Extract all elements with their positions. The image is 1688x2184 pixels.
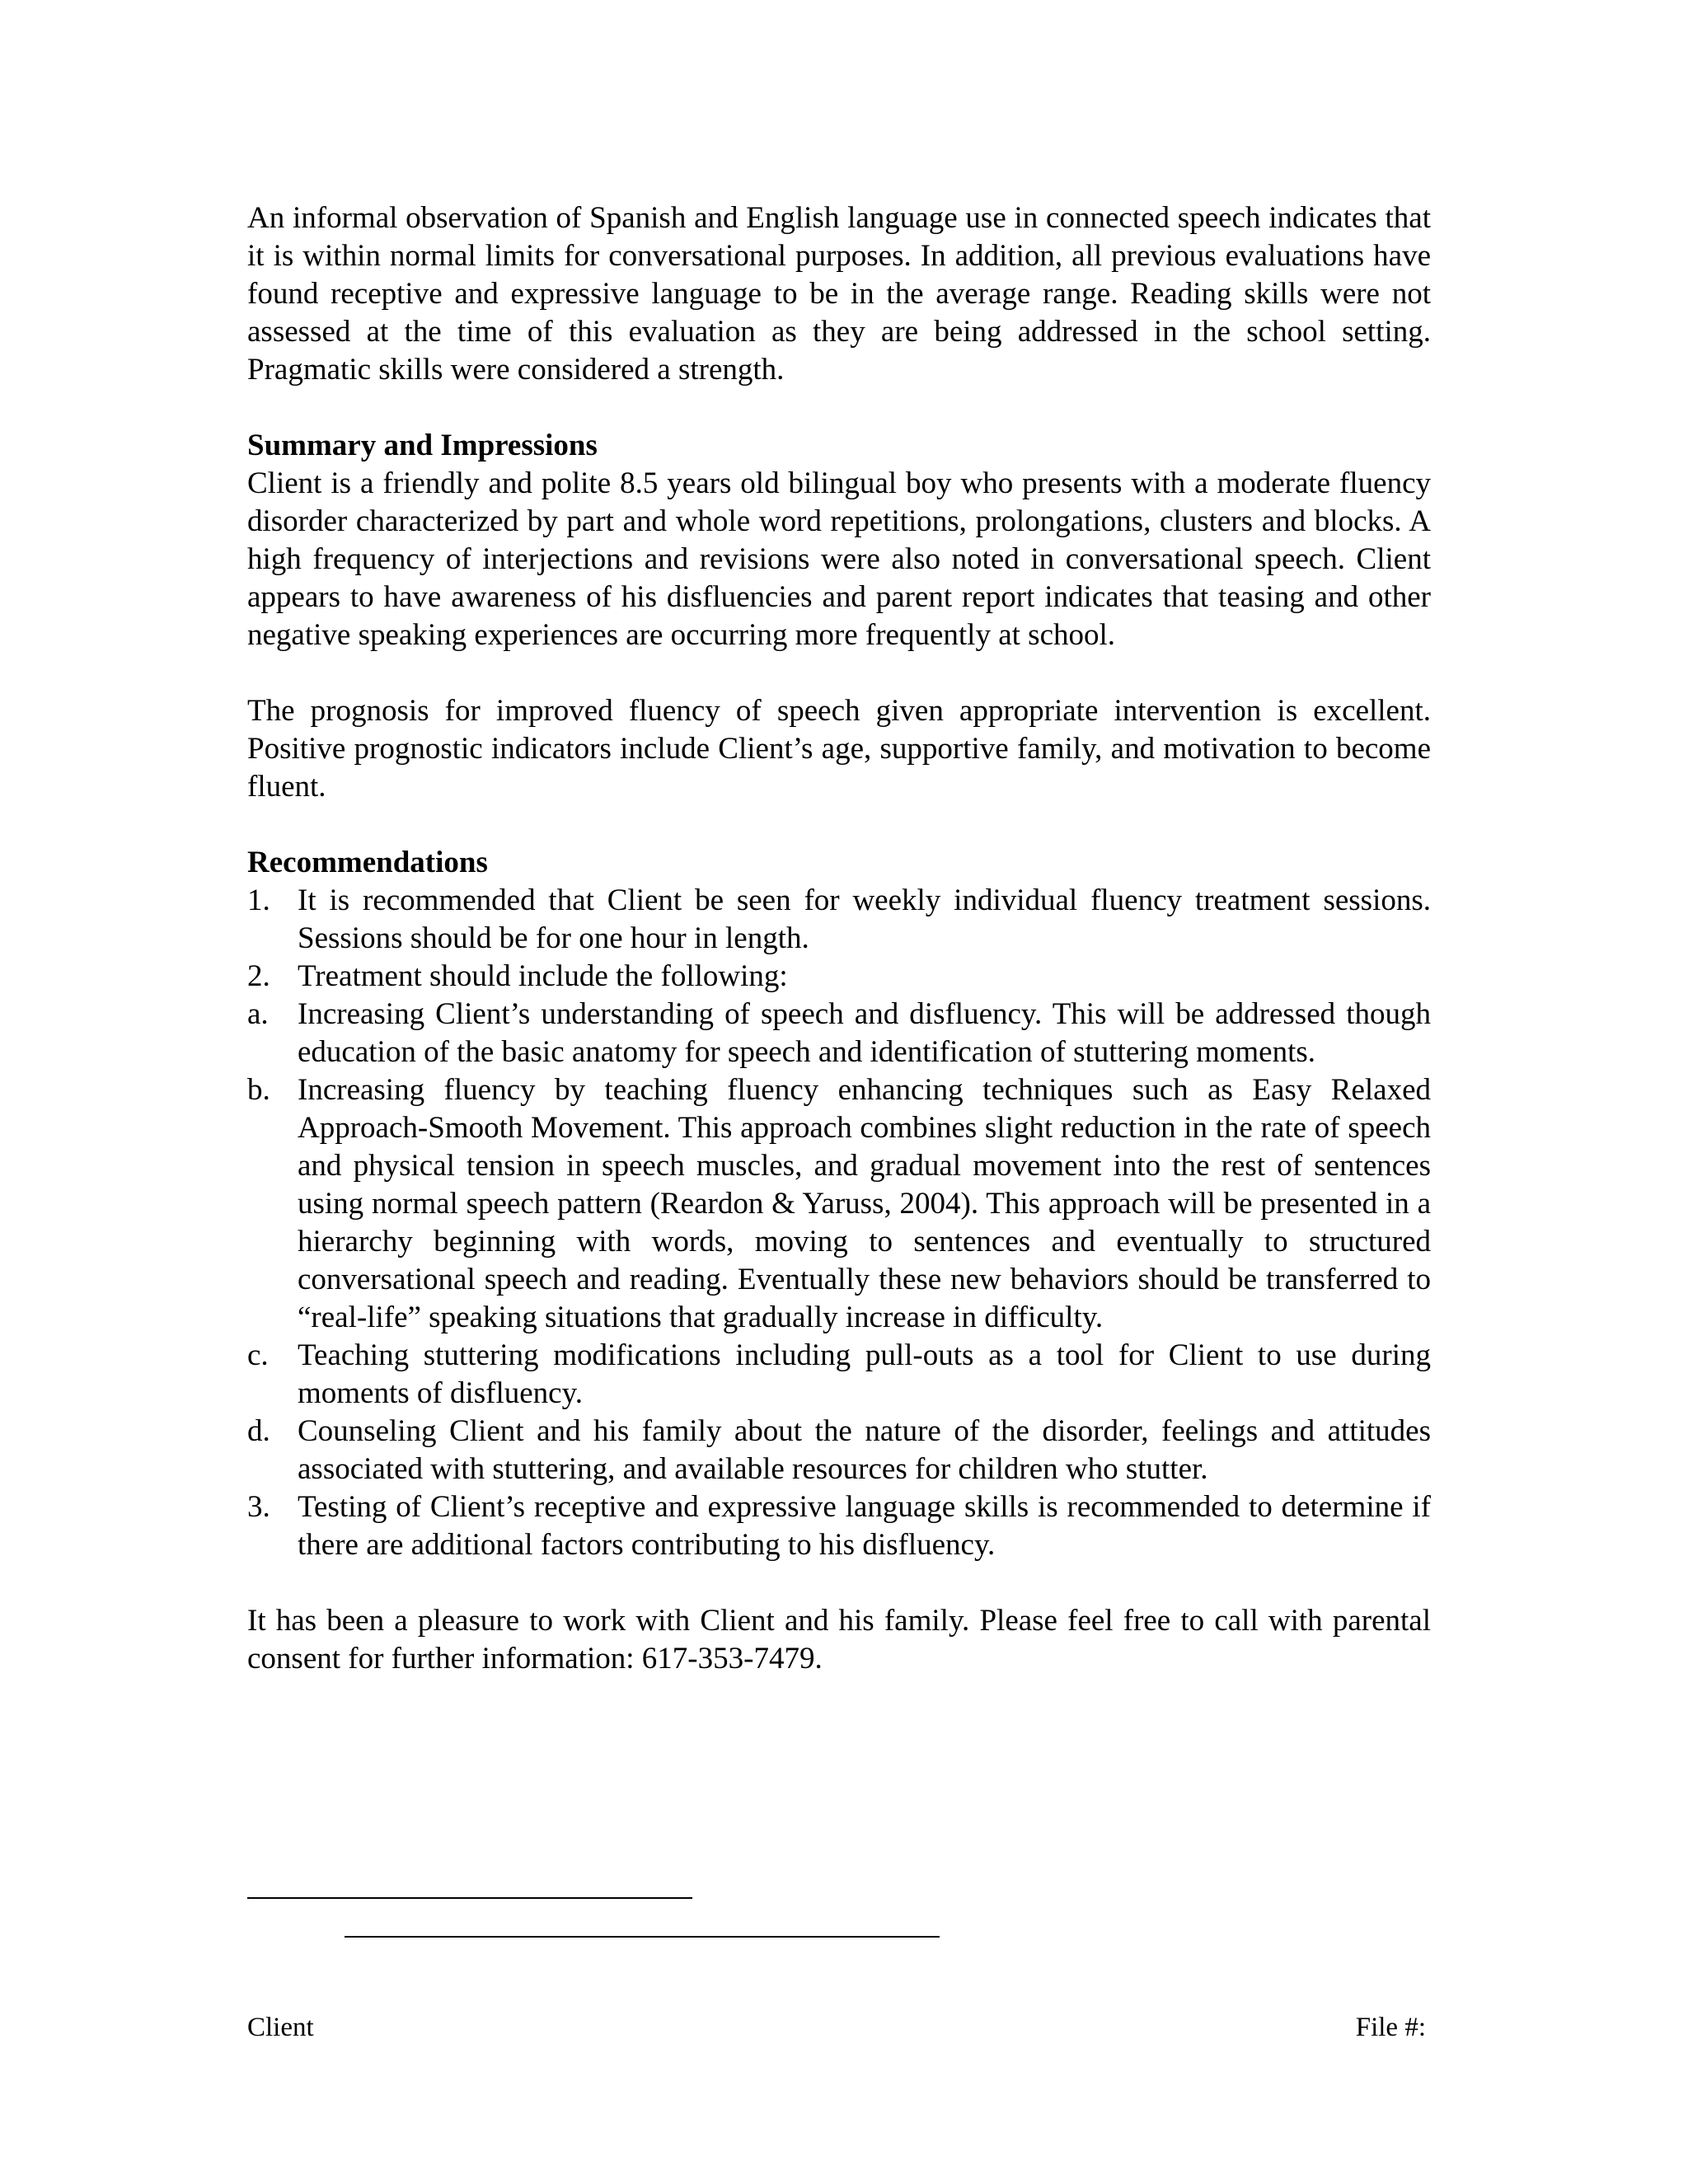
summary-heading: Summary and Impressions xyxy=(247,429,598,462)
recommendations-heading: Recommendations xyxy=(247,846,488,879)
document-body xyxy=(247,199,1431,1678)
list-marker: 2. xyxy=(247,959,270,993)
list-item xyxy=(247,958,1431,996)
list-marker: d. xyxy=(247,1414,270,1448)
list-item xyxy=(247,882,1431,958)
spacer xyxy=(247,1564,1431,1602)
list-item xyxy=(247,1071,1431,1337)
list-text: Increasing Client’s understanding of speech and disfluency. This will be addressed though education of the basic anatomy for speech and identification of stuttering moments. xyxy=(298,997,1431,1069)
footer-client-label: Client xyxy=(247,2013,314,2042)
list-item xyxy=(247,1337,1431,1413)
signature-line xyxy=(345,1936,940,1938)
list-text: Testing of Client’s receptive and expressive language skills is recommended to determine if there are additional factors contributing to his disfluency. xyxy=(298,1490,1431,1562)
recommendations-list xyxy=(247,882,1431,1564)
footer-file-number-label: File #: xyxy=(1355,2013,1426,2042)
spacer xyxy=(247,389,1431,427)
list-marker: 1. xyxy=(247,883,270,917)
list-text: Counseling Client and his family about the nature of the disorder, feelings and attitudes associated with stuttering, and available resources for children who stutter. xyxy=(298,1414,1431,1486)
prognosis-paragraph: The prognosis for improved fluency of speech given appropriate intervention is excellent. Positive prognostic indicators include Client’s age, supportive family, and motivation to become fluent. xyxy=(247,694,1431,804)
list-item xyxy=(247,1413,1431,1488)
spacer xyxy=(247,654,1431,692)
list-marker: 3. xyxy=(247,1490,270,1524)
intro-paragraph: An informal observation of Spanish and English language use in connected speech indicates that it is within normal limits for conversational purposes. In addition, all previous evaluations have found receptive and expressive language to be in the average range. Reading skills were not assessed at the time of this evaluation as they are being addressed in the school setting. Pragmatic skills were considered a strength. xyxy=(247,201,1431,387)
list-text: Teaching stuttering modifications including pull-outs as a tool for Client to use during moments of disfluency. xyxy=(298,1338,1431,1410)
list-item xyxy=(247,996,1431,1071)
list-marker: b. xyxy=(247,1073,270,1107)
summary-paragraph: Client is a friendly and polite 8.5 years old bilingual boy who presents with a moderate fluency disorder characterized by part and whole word repetitions, prolongations, clusters and blocks. A high frequency of interjections and revisions were also noted in conversational speech. Client appears to have awareness of his disfluencies and parent report indicates that teasing and other negative speaking experiences are occurring more frequently at school. xyxy=(247,466,1431,652)
signature-line xyxy=(247,1897,692,1899)
list-text: Treatment should include the following: xyxy=(298,959,788,993)
list-marker: c. xyxy=(247,1338,269,1372)
list-text: It is recommended that Client be seen for weekly individual fluency treatment sessions. Sessions should be for one hour in length. xyxy=(298,883,1431,955)
list-text: Increasing fluency by teaching fluency enhancing techniques such as Easy Relaxed Approach-Smooth Movement. This approach combines slight reduction in the rate of speech and physical tension in speech muscles, and gradual movement into the rest of sentences using normal speech pattern (Reardon & Yaruss, 2004). This approach will be presented in a hierarchy beginning with words, moving to sentences and eventually to structured conversational speech and reading. Eventually these new behaviors should be transferred to “real-life” speaking situations that gradually increase in difficulty. xyxy=(298,1073,1431,1334)
spacer xyxy=(247,806,1431,844)
list-marker: a. xyxy=(247,997,269,1031)
list-item xyxy=(247,1488,1431,1564)
closing-paragraph: It has been a pleasure to work with Client and his family. Please feel free to call with parental consent for further information: 617-353-7479. xyxy=(247,1604,1431,1675)
